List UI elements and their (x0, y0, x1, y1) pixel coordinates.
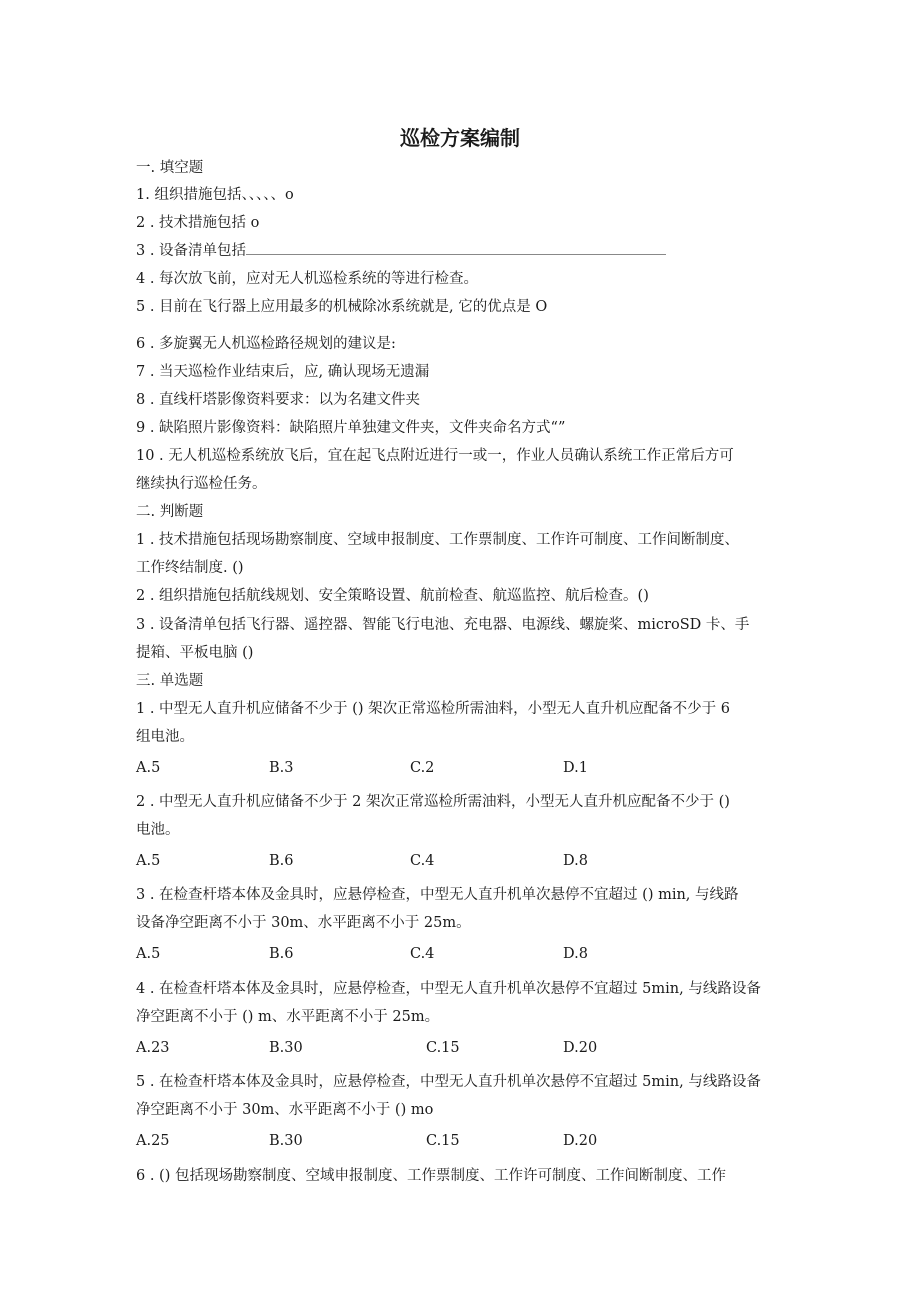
true-false-item-1: 1 . 技术措施包括现场勘察制度、空域申报制度、工作票制度、工作许可制度、工作间断制度、 (136, 532, 740, 548)
choice-option-a: A.5 (136, 946, 161, 962)
choice-option-d: D.1 (563, 760, 588, 776)
fill-blank-item-6: 6 . 多旋翼无人机巡检路径规划的建议是: (136, 336, 396, 352)
answer-blank-line (246, 242, 666, 255)
choice-question-4: 4 . 在检查杆塔本体及金具时，应悬停检查，中型无人直升机单次悬停不宜超过 5min, 与线路设备 (136, 981, 761, 997)
fill-blank-item-4: 4 . 每次放飞前，应对无人机巡检系统的等进行检查。 (136, 271, 479, 287)
true-false-item-3-cont: 提箱、平板电脑 () (136, 645, 254, 661)
choice-question-1: 1 . 中型无人直升机应储备不少于 () 架次正常巡检所需油料，小型无人直升机应配备不少于 6 (136, 701, 730, 717)
fill-blank-item-1: 1. 组织措施包括、、、、、o (136, 187, 294, 203)
fill-blank-item-5: 5 . 目前在飞行器上应用最多的机械除冰系统就是, 它的优点是 O (136, 299, 548, 315)
choice-option-d: D.20 (563, 1040, 598, 1056)
fill-blank-item-10-cont: 继续执行巡检任务。 (136, 476, 267, 492)
choice-option-a: A.5 (136, 853, 161, 869)
choice-question-5: 5 . 在检查杆塔本体及金具时，应悬停检查，中型无人直升机单次悬停不宜超过 5min, 与线路设备 (136, 1074, 761, 1090)
fill-blank-item-9: 9 . 缺陷照片影像资料：缺陷照片单独建文件夹，文件夹命名方式“” (136, 420, 566, 436)
choice-question-2-cont: 电池。 (136, 822, 180, 838)
choice-question-3-cont: 设备净空距离不小于 30m、水平距离不小于 25m。 (136, 915, 471, 931)
choice-option-b: B.3 (269, 760, 294, 776)
section-heading-single-choice: 三. 单选题 (136, 673, 204, 689)
fill-blank-item-3-text: 3 . 设备清单包括 (136, 243, 247, 259)
choice-option-c: C.15 (426, 1133, 460, 1149)
fill-blank-item-2: 2 . 技术措施包括 o (136, 215, 260, 231)
choice-option-d: D.8 (563, 946, 588, 962)
choice-option-d: D.20 (563, 1133, 598, 1149)
choice-option-b: B.6 (269, 853, 294, 869)
section-heading-fill-blank: 一. 填空题 (136, 160, 204, 176)
choice-option-d: D.8 (563, 853, 588, 869)
choice-option-b: B.6 (269, 946, 294, 962)
choice-option-c: C.4 (410, 946, 435, 962)
fill-blank-item-7: 7 . 当天巡检作业结束后，应, 确认现场无遗漏 (136, 364, 430, 380)
choice-option-b: B.30 (269, 1133, 303, 1149)
choice-question-5-cont: 净空距离不小于 30m、水平距离不小于 () mo (136, 1102, 434, 1118)
choice-question-4-cont: 净空距离不小于 () m、水平距离不小于 25m。 (136, 1009, 440, 1025)
page-title: 巡检方案编制 (400, 126, 520, 150)
choice-option-c: C.2 (410, 760, 435, 776)
true-false-item-1-cont: 工作终结制度. () (136, 560, 244, 576)
fill-blank-item-8: 8 . 直线杆塔影像资料要求：以为名建文件夹 (136, 392, 421, 408)
true-false-item-2: 2 . 组织措施包括航线规划、安全策略设置、航前检查、航巡监控、航后检查。() (136, 588, 649, 604)
choice-option-a: A.5 (136, 760, 161, 776)
choice-option-a: A.23 (136, 1040, 170, 1056)
choice-option-c: C.4 (410, 853, 435, 869)
choice-option-b: B.30 (269, 1040, 303, 1056)
fill-blank-item-10: 10 . 无人机巡检系统放飞后，宜在起飞点附近进行一或一，作业人员确认系统工作正常后方可 (136, 448, 734, 464)
choice-question-3: 3 . 在检查杆塔本体及金具时，应悬停检查，中型无人直升机单次悬停不宜超过 () min, 与线路 (136, 887, 739, 903)
choice-question-1-cont: 组电池。 (136, 729, 194, 745)
choice-question-2: 2 . 中型无人直升机应储备不少于 2 架次正常巡检所需油料，小型无人直升机应配备不少于 () (136, 794, 730, 810)
choice-option-a: A.25 (136, 1133, 170, 1149)
section-heading-true-false: 二. 判断题 (136, 504, 204, 520)
true-false-item-3: 3 . 设备清单包括飞行器、遥控器、智能飞行电池、充电器、电源线、螺旋桨、microSD 卡、手 (136, 617, 750, 633)
fill-blank-item-3 (136, 241, 666, 261)
choice-option-c: C.15 (426, 1040, 460, 1056)
choice-question-6: 6 . () 包括现场勘察制度、空域申报制度、工作票制度、工作许可制度、工作间断制度、工作 (136, 1168, 726, 1184)
